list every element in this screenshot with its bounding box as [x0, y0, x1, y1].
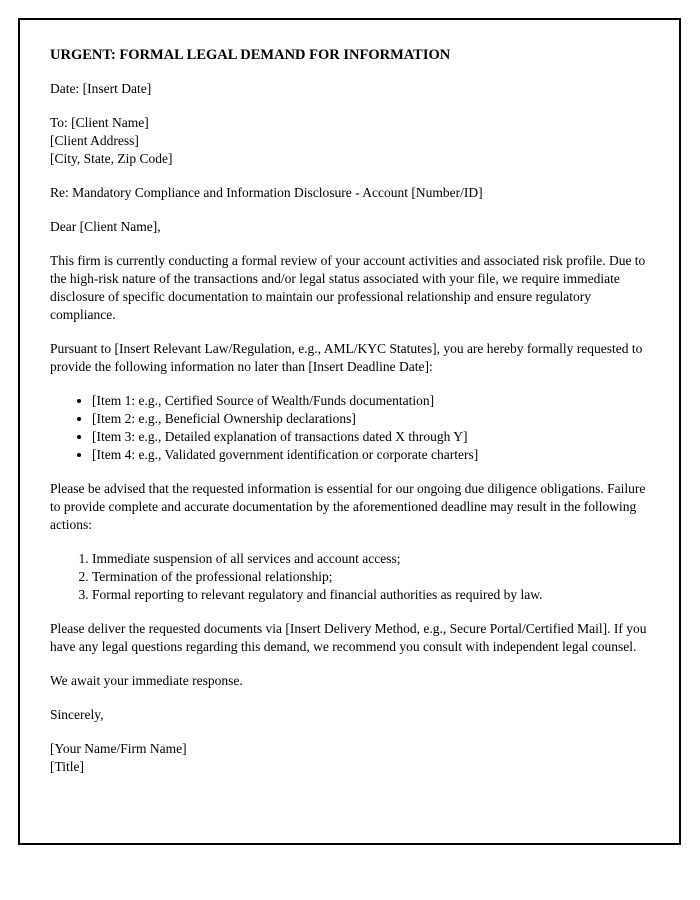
re-line: Re: Mandatory Compliance and Information Disclosure - Account [Number/ID]: [50, 185, 483, 200]
paragraph-review: This firm is currently conducting a formal review of your account activities and associated risk profile. Due to the high-risk nature of the transactions and/or legal status associated with your file, we require immediate disclosure of specific documentation to maintain our professional relationship and ensure regulatory compliance.: [50, 253, 646, 322]
salutation-line: Dear [Client Name],: [50, 219, 161, 234]
signature-title-line: [Title]: [50, 759, 85, 774]
requested-item: • [Item 2: e.g., Beneficial Ownership declarations]: [92, 410, 649, 428]
paragraph-await: We await your immediate response.: [50, 673, 243, 688]
closing-line: Sincerely,: [50, 707, 104, 722]
letter-page: [18, 18, 681, 845]
letter-title: URGENT: FORMAL LEGAL DEMAND FOR INFORMATION: [50, 47, 451, 63]
consequence-item: 1. Immediate suspension of all services and account access;: [92, 550, 649, 568]
consequences-list: [50, 550, 649, 604]
signature-name-line: [Your Name/Firm Name]: [50, 741, 187, 756]
recipient-block: [50, 114, 649, 168]
requested-item: • [Item 3: e.g., Detailed explanation of transactions dated X through Y]: [92, 428, 649, 446]
letter-content: [50, 46, 649, 800]
requested-item: • [Item 1: e.g., Certified Source of Wealth/Funds documentation]: [92, 392, 649, 410]
recipient-city-line: [City, State, Zip Code]: [50, 151, 173, 166]
paragraph-deliver: Please deliver the requested documents via [Insert Delivery Method, e.g., Secure Portal/Certified Mail]. If you have any legal questions regarding this demand, we recommend you consult with independent legal counsel.: [50, 621, 647, 654]
paragraph-pursuant: Pursuant to [Insert Relevant Law/Regulation, e.g., AML/KYC Statutes], you are hereby formally requested to provide the following information no later than [Insert Deadline Date]:: [50, 341, 643, 374]
recipient-name-line: To: [Client Name]: [50, 115, 149, 130]
requested-items-list: [50, 392, 649, 464]
date-line: Date: [Insert Date]: [50, 81, 152, 96]
signature-block: [50, 740, 649, 776]
recipient-address-line: [Client Address]: [50, 133, 139, 148]
consequence-item: 2. Termination of the professional relationship;: [92, 568, 649, 586]
consequence-item: 3. Formal reporting to relevant regulatory and financial authorities as required by law.: [92, 586, 649, 604]
requested-item: • [Item 4: e.g., Validated government identification or corporate charters]: [92, 446, 649, 464]
paragraph-advised: Please be advised that the requested information is essential for our ongoing due diligence obligations. Failure to provide complete and accurate documentation by the aforementioned deadline may result in the following actions:: [50, 481, 646, 532]
